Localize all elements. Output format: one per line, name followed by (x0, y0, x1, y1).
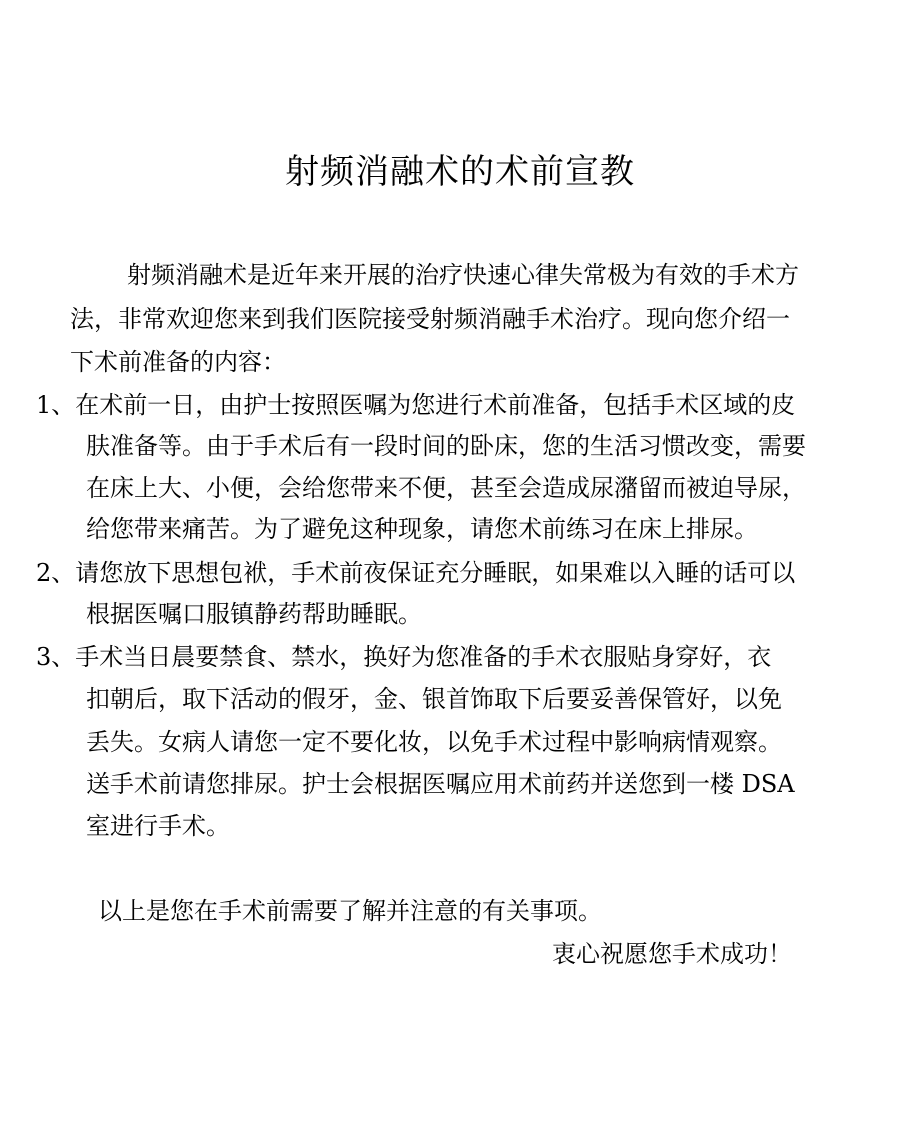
list-item-line: 根据医嘱口服镇静药帮助睡眠。 (86, 600, 422, 628)
list-item-line: 扣朝后，取下活动的假牙，金、银首饰取下后要妥善保管好，以免 (86, 685, 782, 713)
closing-text: 以上是您在手术前需要了解并注意的有关事项。 (98, 897, 602, 925)
list-item-line: 在床上大、小便，会给您带来不便，甚至会造成尿潴留而被迫导尿， (86, 474, 806, 502)
intro-line: 下术前准备的内容： (70, 348, 286, 376)
intro-line: 法，非常欢迎您来到我们医院接受射频消融手术治疗。现向您介绍一 (70, 305, 790, 333)
list-item-line: 室进行手术。 (86, 812, 230, 840)
list-item-line: 1、在术前一日，由护士按照医嘱为您进行术前准备，包括手术区域的皮 (36, 391, 796, 419)
document-title: 射频消融术的术前宣教 (285, 152, 635, 192)
list-item-line: 3、手术当日晨要禁食、禁水，换好为您准备的手术衣服贴身穿好，衣 (36, 643, 772, 671)
list-item-line: 2、请您放下思想包袱，手术前夜保证充分睡眠，如果难以入睡的话可以 (36, 559, 796, 587)
list-item-line: 肤准备等。由于手术后有一段时间的卧床，您的生活习惯改变，需要 (86, 432, 806, 460)
list-item-line: 给您带来痛苦。为了避免这种现象，请您术前练习在床上排尿。 (86, 515, 758, 543)
list-item-line: 送手术前请您排尿。护士会根据医嘱应用术前药并送您到一楼 DSA (86, 770, 795, 798)
list-item-line: 丢失。女病人请您一定不要化妆，以免手术过程中影响病情观察。 (86, 728, 782, 756)
wish-text: 衷心祝愿您手术成功！ (552, 940, 792, 968)
intro-line: 射频消融术是近年来开展的治疗快速心律失常极为有效的手术方 (127, 261, 799, 289)
